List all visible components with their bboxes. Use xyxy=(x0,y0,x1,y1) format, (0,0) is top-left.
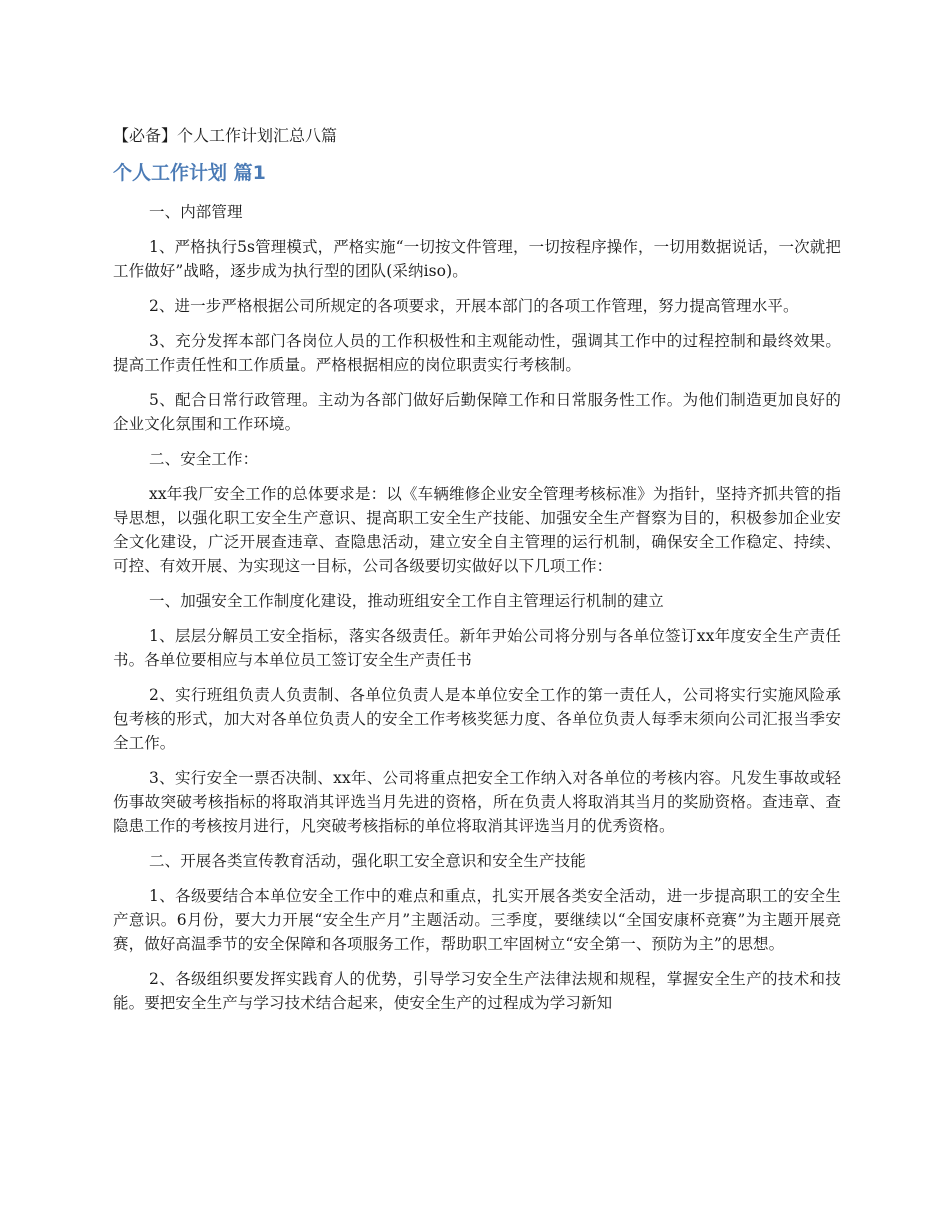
paragraph: 3、实行安全一票否决制、xx年、公司将重点把安全工作纳入对各单位的考核内容。凡发生事故或轻伤事故突破考核指标的将取消其评选当月先进的资格，所在负责人将取消其当月的奖励资格。查违章、查隐患工作的考核按月进行，凡突破考核指标的单位将取消其评选当月的优秀资格。 xyxy=(113,769,841,835)
paragraph-safety-heading: 二、安全工作： xyxy=(149,450,259,468)
paragraph: 1、严格执行5s管理模式，严格实施“一切按文件管理，一切按程序操作，一切用数据说话，一次就把工作做好”战略，逐步成为执行型的团队(采纳iso)。 xyxy=(113,238,841,280)
paragraph-subheading: 一、加强安全工作制度化建设，推动班组安全工作自主管理运行机制的建立 xyxy=(149,592,664,610)
paragraph-subheading: 二、开展各类宣传教育活动，强化职工安全意识和安全生产技能 xyxy=(149,852,586,870)
paragraph: xx年我厂安全工作的总体要求是：以《车辆维修企业安全管理考核标准》为指针，坚持齐抓共管的指导思想，以强化职工安全生产意识、提高职工安全生产技能、加强安全生产督察为目的，积极参加企业安全文化建设，广泛开展查违章、查隐患活动，建立安全自主管理的运行机制，确保安全工作稳定、持续、可控、有效开展、为实现这一目标，公司各级要切实做好以下几项工作： xyxy=(113,485,841,575)
section-heading: 个人工作计划 篇1 xyxy=(113,162,266,184)
paragraph: 1、各级要结合本单位安全工作中的难点和重点，扎实开展各类安全活动，进一步提高职工的安全生产意识。6月份，要大力开展“安全生产月”主题活动。三季度，要继续以“全国安康杯竞赛”为主题开展竞赛，做好高温季节的安全保障和各项服务工作，帮助职工牢固树立“安全第一、预防为主”的思想。 xyxy=(113,887,841,953)
paragraph-internal-management: 一、内部管理 xyxy=(149,203,243,221)
document-page xyxy=(113,124,841,1026)
document-title: 【必备】个人工作计划汇总八篇 xyxy=(113,126,338,145)
paragraph: 2、实行班组负责人负责制、各单位负责人是本单位安全工作的第一责任人，公司将实行实施风险承包考核的形式，加大对各单位负责人的安全工作考核奖惩力度、各单位负责人每季末须向公司汇报当季安全工作。 xyxy=(113,686,841,752)
paragraph: 3、充分发挥本部门各岗位人员的工作积极性和主观能动性，强调其工作中的过程控制和最终效果。提高工作责任性和工作质量。严格根据相应的岗位职责实行考核制。 xyxy=(113,332,841,374)
paragraph: 1、层层分解员工安全指标，落实各级责任。新年尹始公司将分别与各单位签订xx年度安全生产责任书。各单位要相应与本单位员工签订安全生产责任书 xyxy=(113,627,841,669)
paragraph: 5、配合日常行政管理。主动为各部门做好后勤保障工作和日常服务性工作。为他们制造更加良好的企业文化氛围和工作环境。 xyxy=(113,391,841,433)
paragraph: 2、进一步严格根据公司所规定的各项要求，开展本部门的各项工作管理，努力提高管理水平。 xyxy=(149,297,799,315)
paragraph: 2、各级组织要发挥实践育人的优势，引导学习安全生产法律法规和规程，掌握安全生产的技术和技能。要把安全生产与学习技术结合起来，使安全生产的过程成为学习新知 xyxy=(113,970,841,1012)
